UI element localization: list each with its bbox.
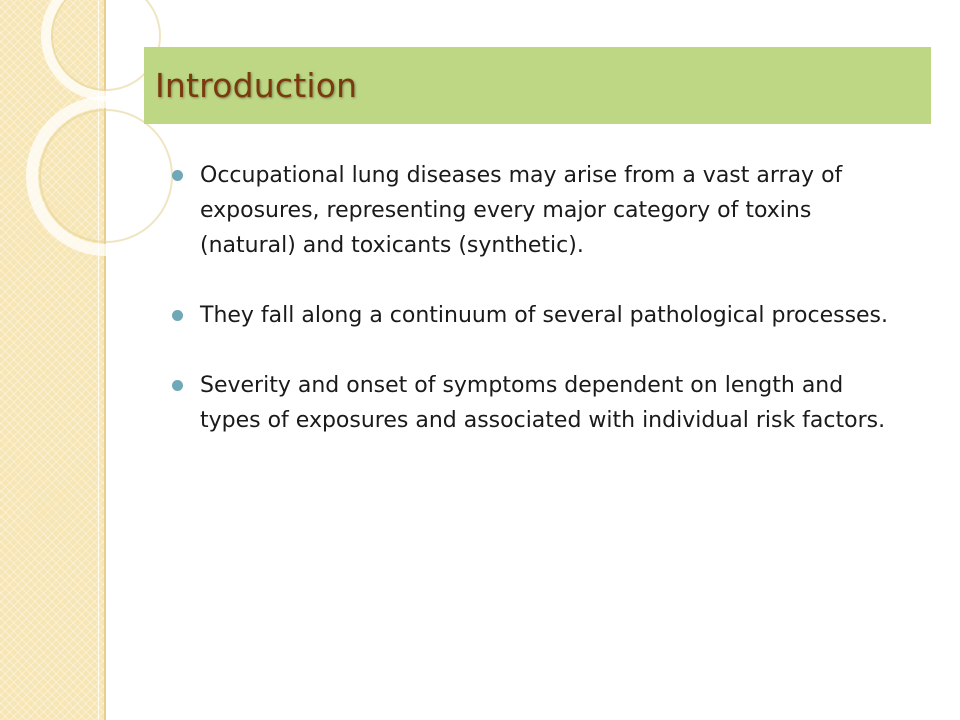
bullet-list bbox=[172, 158, 902, 473]
bullet-item bbox=[172, 158, 902, 263]
bullet-item bbox=[172, 298, 902, 333]
bullet-text: Occupational lung diseases may arise from a vast array of exposures, representing every major category of toxins (natural) and toxicants (synthetic). bbox=[200, 163, 843, 258]
bullet-item bbox=[172, 368, 902, 438]
bullet-dot-icon bbox=[172, 310, 183, 321]
bullet-dot-icon bbox=[172, 170, 183, 181]
slide-title: Introduction bbox=[155, 66, 358, 105]
bullet-text: Severity and onset of symptoms dependent on length and types of exposures and associated with individual risk factors. bbox=[200, 373, 886, 433]
circle-decoration-icon bbox=[0, 0, 200, 280]
bullet-text: They fall along a continuum of several pathological processes. bbox=[200, 303, 889, 328]
bullet-dot-icon bbox=[172, 380, 183, 391]
